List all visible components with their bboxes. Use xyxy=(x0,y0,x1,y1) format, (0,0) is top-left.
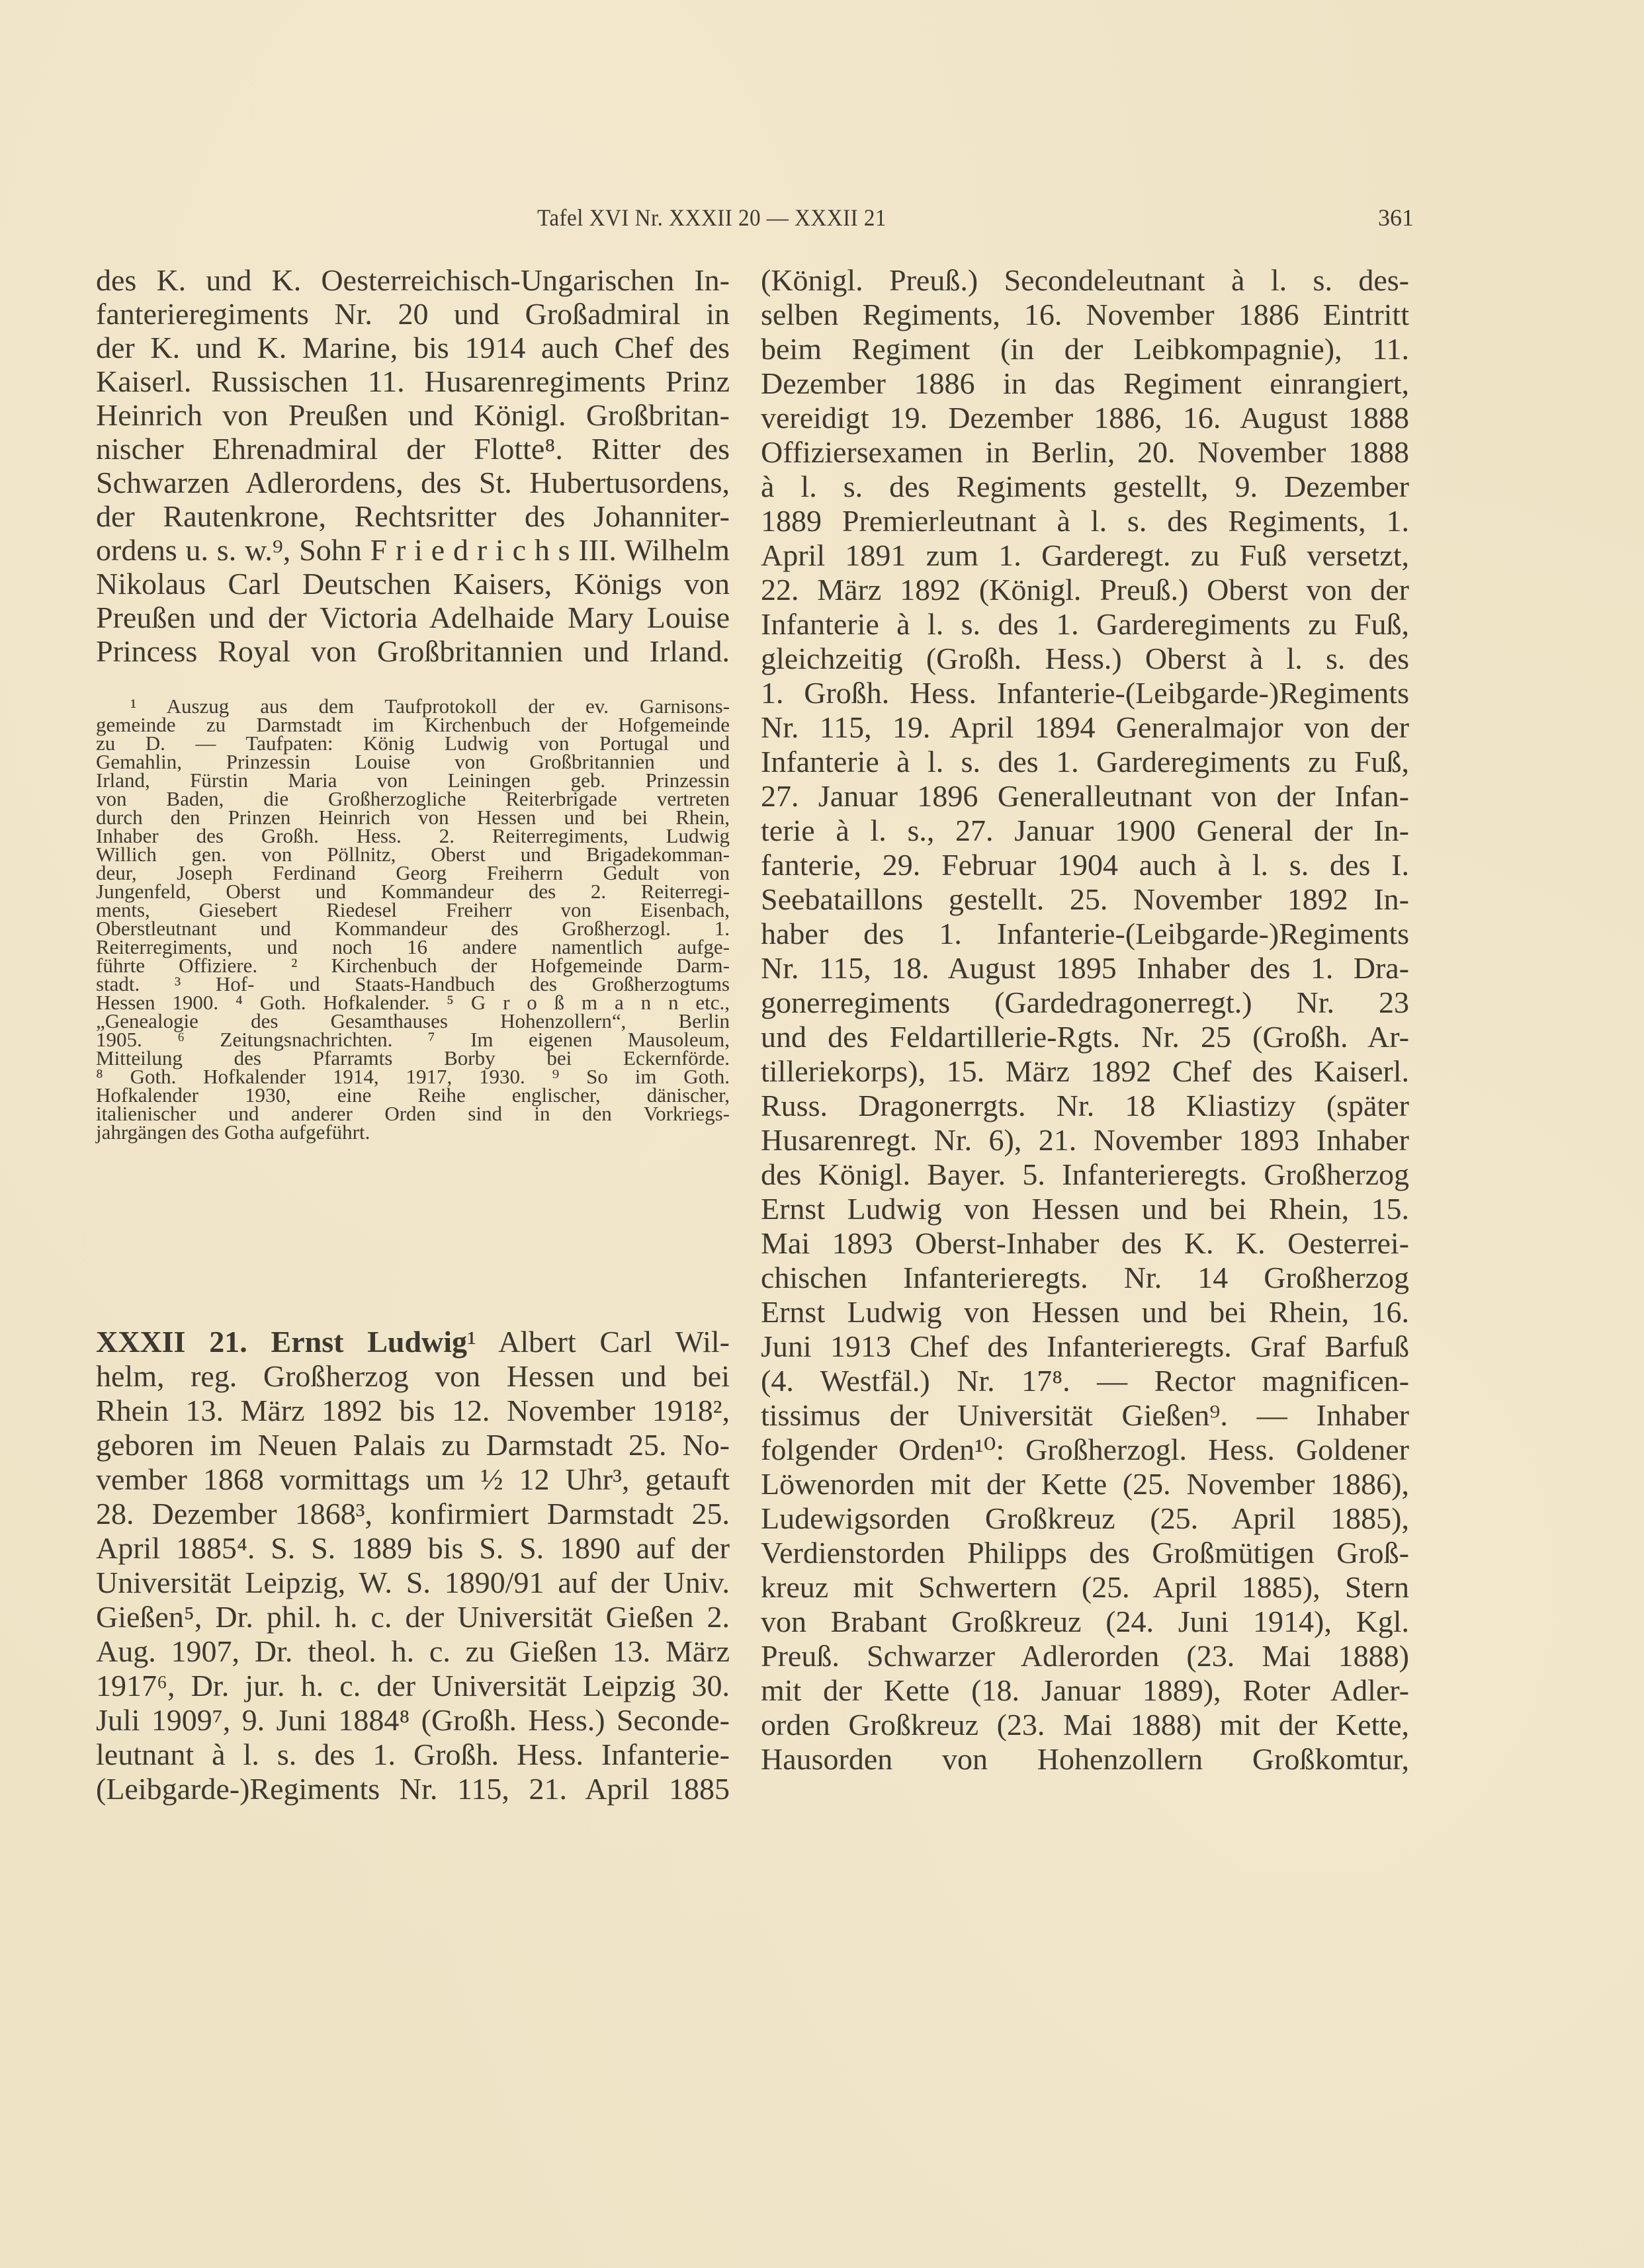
footnote-line: „Genealogie des Gesamthauses Hohenzollern“, Berlin xyxy=(96,1009,730,1032)
text-line: Gießen⁵, Dr. phil. h. c. der Universität Gießen 2. xyxy=(96,1600,730,1634)
entry-name-footnote: ¹ xyxy=(467,1325,476,1359)
text-line: fanterieregiments Nr. 20 und Großadmiral in xyxy=(96,297,730,331)
text-line: chischen Infanterieregts. Nr. 14 Großherzog xyxy=(761,1261,1409,1294)
footnote-line: ⁸ Goth. Hofkalender 1914, 1917, 1930. ⁹ So im Goth. xyxy=(96,1065,730,1088)
text-line: (4. Westfäl.) Nr. 17⁸. — Rector magnificen- xyxy=(761,1364,1409,1398)
text-line: Ludewigsorden Großkreuz (25. April 1885), xyxy=(761,1501,1409,1535)
page-number: 361 xyxy=(1378,204,1414,231)
text-line: Kaiserl. Russischen 11. Husarenregiments Prinz xyxy=(96,364,730,398)
text-line: Heinrich von Preußen und Königl. Großbritan- xyxy=(96,398,730,432)
text-line: Seebataillons gestellt. 25. November 1892 In- xyxy=(761,882,1409,916)
footnote-line: Jungenfeld, Oberst und Kommandeur des 2. Reiterregi- xyxy=(96,880,730,903)
text-line: Russ. Dragonerrgts. Nr. 18 Kliastizy (später xyxy=(761,1089,1409,1122)
footnote-line: ¹ Auszug aus dem Taufprotokoll der ev. Garnisons- xyxy=(130,694,730,718)
footnote-line: Oberstleutnant und Kommandeur des Großherzogl. 1. xyxy=(96,917,730,940)
text-line: Ernst Ludwig von Hessen und bei Rhein, 16. xyxy=(761,1295,1409,1329)
footnote-line: durch den Prinzen Heinrich von Hessen und bei Rhein, xyxy=(96,806,730,829)
text-line: à l. s. des Regiments gestellt, 9. Dezember xyxy=(761,470,1409,503)
text-line: der K. und K. Marine, bis 1914 auch Chef des xyxy=(96,331,730,364)
footnote-line: gemeinde zu Darmstadt im Kirchenbuch der Hofgemeinde xyxy=(96,713,730,736)
text-line: Offiziersexamen in Berlin, 20. November 1888 xyxy=(761,435,1409,469)
text-line: kreuz mit Schwertern (25. April 1885), Stern xyxy=(761,1570,1409,1604)
text-line: Princess Royal von Großbritannien und Irland. xyxy=(96,634,730,668)
text-line: tilleriekorps), 15. März 1892 Chef des Kaiserl. xyxy=(761,1054,1409,1088)
text-line: der Rautenkrone, Rechtsritter des Johanniter- xyxy=(96,499,730,533)
text-line: geboren im Neuen Palais zu Darmstadt 25. No- xyxy=(96,1428,730,1462)
text-line: und des Feldartillerie-Rgts. Nr. 25 (Großh. Ar- xyxy=(761,1020,1409,1054)
text-line: helm, reg. Großherzog von Hessen und bei xyxy=(96,1359,730,1393)
page-header xyxy=(0,204,1644,237)
text-line: vereidigt 19. Dezember 1886, 16. August 1888 xyxy=(761,401,1409,435)
footnote-line: ments, Giesebert Riedesel Freiherr von Eisenbach, xyxy=(96,898,730,921)
text-line: haber des 1. Infanterie-(Leibgarde-)Regiments xyxy=(761,917,1409,950)
footnote-line: Hessen 1900. ⁴ Goth. Hofkalender. ⁵ G r o ß m a n n etc., xyxy=(96,991,730,1014)
text-line: Mai 1893 Oberst-Inhaber des K. K. Oesterrei- xyxy=(761,1226,1409,1260)
footnote-line: führte Offiziere. ² Kirchenbuch der Hofgemeinde Darm- xyxy=(96,954,730,977)
text-line: Infanterie à l. s. des 1. Garderegiments zu Fuß, xyxy=(761,607,1409,641)
text-line: 28. Dezember 1868³, konfirmiert Darmstadt 25. xyxy=(96,1497,730,1531)
text-line: mit der Kette (18. Januar 1889), Roter Adler- xyxy=(761,1673,1409,1707)
text-line: Nikolaus Carl Deutschen Kaisers, Königs von xyxy=(96,567,730,601)
footnote-line: Willich gen. von Pöllnitz, Oberst und Brigadekomman- xyxy=(96,843,730,866)
text-line: Nr. 115, 18. August 1895 Inhaber des 1. Dra- xyxy=(761,951,1409,985)
text-line: Schwarzen Adlerordens, des St. Hubertusordens, xyxy=(96,466,730,499)
footnote-line: Reiterregiments, und noch 16 andere namentlich aufge- xyxy=(96,935,730,958)
footnote-line: Mitteilung des Pfarramts Borby bei Eckernförde. xyxy=(96,1046,730,1070)
footnote-line: zu D. — Taufpaten: König Ludwig von Portugal und xyxy=(96,732,730,755)
text-line: 1917⁶, Dr. jur. h. c. der Universität Leipzig 30. xyxy=(96,1669,730,1702)
text-line: April 1891 zum 1. Garderegt. zu Fuß versetzt, xyxy=(761,538,1409,572)
footnote-line: deur, Joseph Ferdinand Georg Freiherrn Gedult von xyxy=(96,861,730,884)
text-line: Verdienstorden Philipps des Großmütigen Groß- xyxy=(761,1536,1409,1570)
text-line: folgender Orden¹⁰: Großherzogl. Hess. Goldener xyxy=(761,1433,1409,1466)
text-line: 1889 Premierleutnant à l. s. des Regiments, 1. xyxy=(761,504,1409,538)
footnote-line: Inhaber des Großh. Hess. 2. Reiterregiments, Ludwig xyxy=(96,824,730,847)
text-line: Juli 1909⁷, 9. Juni 1884⁸ (Großh. Hess.) Seconde- xyxy=(96,1703,730,1737)
footnote-line: Gemahlin, Prinzessin Louise von Großbritannien und xyxy=(96,750,730,773)
text-line: Universität Leipzig, W. S. 1890/91 auf der Univ. xyxy=(96,1566,730,1599)
text-line: beim Regiment (in der Leibkompagnie), 11. xyxy=(761,332,1409,366)
text-line: Nr. 115, 19. April 1894 Generalmajor von der xyxy=(761,710,1409,744)
entry-heading-line xyxy=(96,1325,730,1359)
text-line: Hausorden von Hohenzollern Großkomtur, xyxy=(761,1742,1409,1776)
text-line: Husarenregt. Nr. 6), 21. November 1893 Inhaber xyxy=(761,1123,1409,1157)
text-line: Juni 1913 Chef des Infanterieregts. Graf Barfuß xyxy=(761,1329,1409,1363)
text-line: tissimus der Universität Gießen⁹. — Inhaber xyxy=(761,1398,1409,1432)
entry-name: Ernst Ludwig xyxy=(271,1325,468,1359)
footnote-line: von Baden, die Großherzogliche Reiterbrigade vertreten xyxy=(96,787,730,810)
text-line: Preuß. Schwarzer Adlerorden (23. Mai 1888) xyxy=(761,1639,1409,1673)
footnote-line: italienischer und anderer Orden sind in den Vorkriegs- xyxy=(96,1102,730,1125)
footnote-line: stadt. ³ Hof- und Staats-Handbuch des Großherzogtums xyxy=(96,972,730,995)
text-line: gleichzeitig (Großh. Hess.) Oberst à l. s. des xyxy=(761,642,1409,675)
running-title: Tafel XVI Nr. XXXII 20 — XXXII 21 xyxy=(537,204,887,231)
footnote-line: jahrgängen des Gotha aufgeführt. xyxy=(96,1120,370,1144)
text-line: Rhein 13. März 1892 bis 12. November 1918², xyxy=(96,1394,730,1427)
footnote-line: 1905. ⁶ Zeitungsnachrichten. ⁷ Im eigenen Mausoleum, xyxy=(96,1028,730,1051)
text-line: (Leibgarde-)Regiments Nr. 115, 21. April 1885 xyxy=(96,1772,730,1806)
entry-number: XXXII 21. xyxy=(96,1325,247,1359)
text-line: des K. und K. Oesterreichisch-Ungarischen In- xyxy=(96,263,730,297)
text-line: (Königl. Preuß.) Secondeleutnant à l. s. des- xyxy=(761,263,1409,297)
entry-first-line-rest: Albert Carl Wil- xyxy=(476,1325,730,1359)
text-line: selben Regiments, 16. November 1886 Eintritt xyxy=(761,298,1409,331)
text-line: April 1885⁴. S. S. 1889 bis S. S. 1890 auf der xyxy=(96,1531,730,1565)
text-line: Preußen und der Victoria Adelhaide Mary Louise xyxy=(96,601,730,634)
footnote-line: Hofkalender 1930, eine Reihe englischer, dänischer, xyxy=(96,1083,730,1107)
text-line: fanterie, 29. Februar 1904 auch à l. s. des I. xyxy=(761,848,1409,882)
text-line: nischer Ehrenadmiral der Flotte⁸. Ritter des xyxy=(96,432,730,466)
text-line: ordens u. s. w.⁹, Sohn F r i e d r i c h s III. Wilhelm xyxy=(96,533,730,567)
text-line: Ernst Ludwig von Hessen und bei Rhein, 15. xyxy=(761,1192,1409,1226)
text-line: vember 1868 vormittags um ½ 12 Uhr³, getauft xyxy=(96,1462,730,1496)
footnote-line: Irland, Fürstin Maria von Leiningen geb. Prinzessin xyxy=(96,769,730,792)
text-line: Aug. 1907, Dr. theol. h. c. zu Gießen 13. März xyxy=(96,1634,730,1668)
text-line: 22. März 1892 (Königl. Preuß.) Oberst von der xyxy=(761,573,1409,607)
text-line: Dezember 1886 in das Regiment einrangiert, xyxy=(761,366,1409,400)
text-line: Löwenorden mit der Kette (25. November 1886), xyxy=(761,1467,1409,1501)
text-line: 1. Großh. Hess. Infanterie-(Leibgarde-)Regiments xyxy=(761,676,1409,710)
text-line: gonerregiments (Gardedragonerregt.) Nr. 23 xyxy=(761,986,1409,1019)
text-line: 27. Januar 1896 Generalleutnant von der Infan- xyxy=(761,779,1409,813)
text-line: von Brabant Großkreuz (24. Juni 1914), Kgl. xyxy=(761,1605,1409,1638)
text-line: terie à l. s., 27. Januar 1900 General der In- xyxy=(761,814,1409,847)
text-line: des Königl. Bayer. 5. Infanterieregts. Großherzog xyxy=(761,1157,1409,1191)
text-line: leutnant à l. s. des 1. Großh. Hess. Infanterie- xyxy=(96,1738,730,1771)
text-line: Infanterie à l. s. des 1. Garderegiments zu Fuß, xyxy=(761,745,1409,778)
text-line: orden Großkreuz (23. Mai 1888) mit der Kette, xyxy=(761,1708,1409,1742)
